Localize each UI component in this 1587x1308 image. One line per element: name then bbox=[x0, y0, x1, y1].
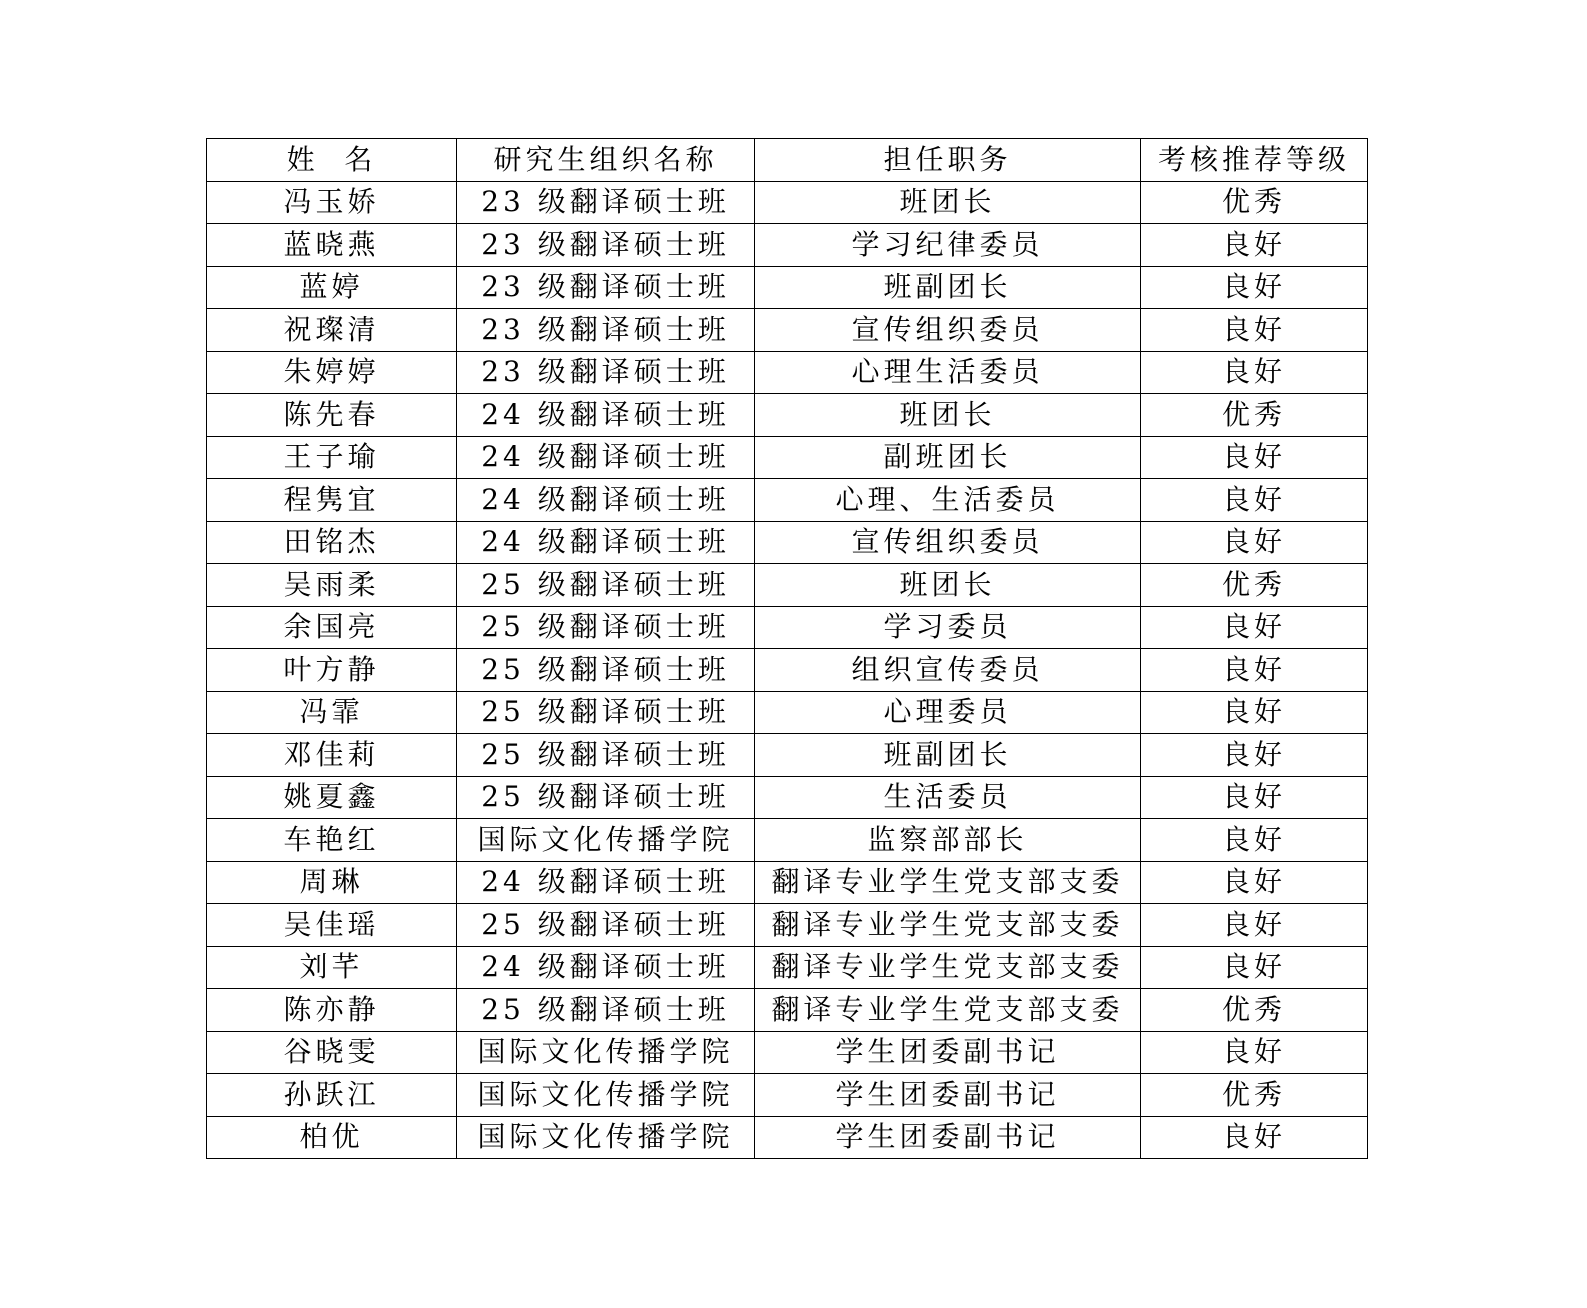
header-row bbox=[207, 139, 1368, 182]
cell-grade: 优秀 bbox=[1141, 181, 1368, 224]
cell-name: 蓝婷 bbox=[207, 266, 457, 309]
cell-name: 邓佳莉 bbox=[207, 734, 457, 777]
cell-name: 冯玉娇 bbox=[207, 181, 457, 224]
cell-organization: 24 级翻译硕士班 bbox=[457, 394, 755, 437]
table-row bbox=[207, 649, 1368, 692]
cell-position: 心理委员 bbox=[755, 691, 1141, 734]
table-row bbox=[207, 819, 1368, 862]
cell-position: 翻译专业学生党支部支委 bbox=[755, 904, 1141, 947]
cell-name: 陈先春 bbox=[207, 394, 457, 437]
cell-position: 学生团委副书记 bbox=[755, 1074, 1141, 1117]
cell-name: 程隽宜 bbox=[207, 479, 457, 522]
table-row bbox=[207, 1074, 1368, 1117]
table-row bbox=[207, 861, 1368, 904]
cell-name: 祝璨清 bbox=[207, 309, 457, 352]
cell-position: 心理、生活委员 bbox=[755, 479, 1141, 522]
cell-organization: 国际文化传播学院 bbox=[457, 1116, 755, 1159]
cell-position: 班副团长 bbox=[755, 734, 1141, 777]
table-body bbox=[207, 181, 1368, 1159]
cell-name: 叶方静 bbox=[207, 649, 457, 692]
cell-organization: 25 级翻译硕士班 bbox=[457, 606, 755, 649]
cell-grade: 良好 bbox=[1141, 734, 1368, 777]
assessment-table bbox=[206, 138, 1368, 1159]
cell-position: 翻译专业学生党支部支委 bbox=[755, 861, 1141, 904]
table-row bbox=[207, 776, 1368, 819]
cell-position: 心理生活委员 bbox=[755, 351, 1141, 394]
cell-grade: 良好 bbox=[1141, 904, 1368, 947]
cell-grade: 良好 bbox=[1141, 861, 1368, 904]
cell-organization: 25 级翻译硕士班 bbox=[457, 776, 755, 819]
cell-organization: 25 级翻译硕士班 bbox=[457, 734, 755, 777]
cell-position: 学生团委副书记 bbox=[755, 1031, 1141, 1074]
header-position: 担任职务 bbox=[755, 139, 1141, 182]
cell-position: 班副团长 bbox=[755, 266, 1141, 309]
cell-grade: 良好 bbox=[1141, 1116, 1368, 1159]
cell-name: 刘芊 bbox=[207, 946, 457, 989]
header-grade: 考核推荐等级 bbox=[1141, 139, 1368, 182]
table-row bbox=[207, 691, 1368, 734]
table-row bbox=[207, 181, 1368, 224]
cell-name: 谷晓雯 bbox=[207, 1031, 457, 1074]
cell-position: 组织宣传委员 bbox=[755, 649, 1141, 692]
table-row bbox=[207, 309, 1368, 352]
table-row bbox=[207, 521, 1368, 564]
cell-name: 蓝晓燕 bbox=[207, 224, 457, 267]
cell-grade: 良好 bbox=[1141, 1031, 1368, 1074]
cell-position: 宣传组织委员 bbox=[755, 521, 1141, 564]
cell-grade: 优秀 bbox=[1141, 394, 1368, 437]
cell-organization: 国际文化传播学院 bbox=[457, 1074, 755, 1117]
cell-name: 吴雨柔 bbox=[207, 564, 457, 607]
table-row bbox=[207, 479, 1368, 522]
cell-organization: 24 级翻译硕士班 bbox=[457, 436, 755, 479]
cell-name: 王子瑜 bbox=[207, 436, 457, 479]
table-row bbox=[207, 946, 1368, 989]
table-row bbox=[207, 1116, 1368, 1159]
cell-name: 周琳 bbox=[207, 861, 457, 904]
cell-position: 班团长 bbox=[755, 394, 1141, 437]
cell-organization: 23 级翻译硕士班 bbox=[457, 181, 755, 224]
cell-grade: 良好 bbox=[1141, 479, 1368, 522]
cell-grade: 优秀 bbox=[1141, 1074, 1368, 1117]
header-name: 姓 名 bbox=[207, 139, 457, 182]
cell-position: 生活委员 bbox=[755, 776, 1141, 819]
table-row bbox=[207, 1031, 1368, 1074]
cell-name: 余国亮 bbox=[207, 606, 457, 649]
table-row bbox=[207, 224, 1368, 267]
cell-position: 班团长 bbox=[755, 181, 1141, 224]
cell-position: 学习纪律委员 bbox=[755, 224, 1141, 267]
table-row bbox=[207, 734, 1368, 777]
table-row bbox=[207, 436, 1368, 479]
cell-name: 冯霏 bbox=[207, 691, 457, 734]
cell-name: 孙跃江 bbox=[207, 1074, 457, 1117]
cell-organization: 24 级翻译硕士班 bbox=[457, 479, 755, 522]
cell-name: 陈亦静 bbox=[207, 989, 457, 1032]
cell-position: 宣传组织委员 bbox=[755, 309, 1141, 352]
cell-organization: 国际文化传播学院 bbox=[457, 819, 755, 862]
cell-grade: 良好 bbox=[1141, 946, 1368, 989]
table-row bbox=[207, 564, 1368, 607]
cell-organization: 25 级翻译硕士班 bbox=[457, 989, 755, 1032]
cell-organization: 24 级翻译硕士班 bbox=[457, 861, 755, 904]
cell-organization: 25 级翻译硕士班 bbox=[457, 649, 755, 692]
table-row bbox=[207, 394, 1368, 437]
cell-name: 柏优 bbox=[207, 1116, 457, 1159]
cell-organization: 24 级翻译硕士班 bbox=[457, 521, 755, 564]
cell-grade: 良好 bbox=[1141, 606, 1368, 649]
cell-name: 朱婷婷 bbox=[207, 351, 457, 394]
cell-position: 副班团长 bbox=[755, 436, 1141, 479]
table-row bbox=[207, 351, 1368, 394]
table-row bbox=[207, 904, 1368, 947]
cell-name: 车艳红 bbox=[207, 819, 457, 862]
cell-organization: 25 级翻译硕士班 bbox=[457, 904, 755, 947]
cell-position: 翻译专业学生党支部支委 bbox=[755, 989, 1141, 1032]
cell-grade: 良好 bbox=[1141, 351, 1368, 394]
cell-position: 学习委员 bbox=[755, 606, 1141, 649]
cell-grade: 良好 bbox=[1141, 819, 1368, 862]
cell-grade: 良好 bbox=[1141, 309, 1368, 352]
cell-name: 田铭杰 bbox=[207, 521, 457, 564]
cell-position: 翻译专业学生党支部支委 bbox=[755, 946, 1141, 989]
cell-organization: 23 级翻译硕士班 bbox=[457, 351, 755, 394]
header-organization: 研究生组织名称 bbox=[457, 139, 755, 182]
cell-organization: 23 级翻译硕士班 bbox=[457, 224, 755, 267]
cell-grade: 良好 bbox=[1141, 436, 1368, 479]
cell-grade: 良好 bbox=[1141, 521, 1368, 564]
cell-position: 监察部部长 bbox=[755, 819, 1141, 862]
cell-grade: 良好 bbox=[1141, 649, 1368, 692]
cell-position: 班团长 bbox=[755, 564, 1141, 607]
cell-grade: 优秀 bbox=[1141, 989, 1368, 1032]
cell-organization: 23 级翻译硕士班 bbox=[457, 266, 755, 309]
cell-grade: 良好 bbox=[1141, 224, 1368, 267]
cell-grade: 良好 bbox=[1141, 776, 1368, 819]
cell-organization: 23 级翻译硕士班 bbox=[457, 309, 755, 352]
table-row bbox=[207, 266, 1368, 309]
cell-organization: 25 级翻译硕士班 bbox=[457, 564, 755, 607]
cell-organization: 25 级翻译硕士班 bbox=[457, 691, 755, 734]
cell-position: 学生团委副书记 bbox=[755, 1116, 1141, 1159]
table-row bbox=[207, 989, 1368, 1032]
table-row bbox=[207, 606, 1368, 649]
cell-grade: 优秀 bbox=[1141, 564, 1368, 607]
cell-grade: 良好 bbox=[1141, 691, 1368, 734]
cell-organization: 国际文化传播学院 bbox=[457, 1031, 755, 1074]
cell-name: 姚夏鑫 bbox=[207, 776, 457, 819]
cell-name: 吴佳瑶 bbox=[207, 904, 457, 947]
cell-grade: 良好 bbox=[1141, 266, 1368, 309]
cell-organization: 24 级翻译硕士班 bbox=[457, 946, 755, 989]
